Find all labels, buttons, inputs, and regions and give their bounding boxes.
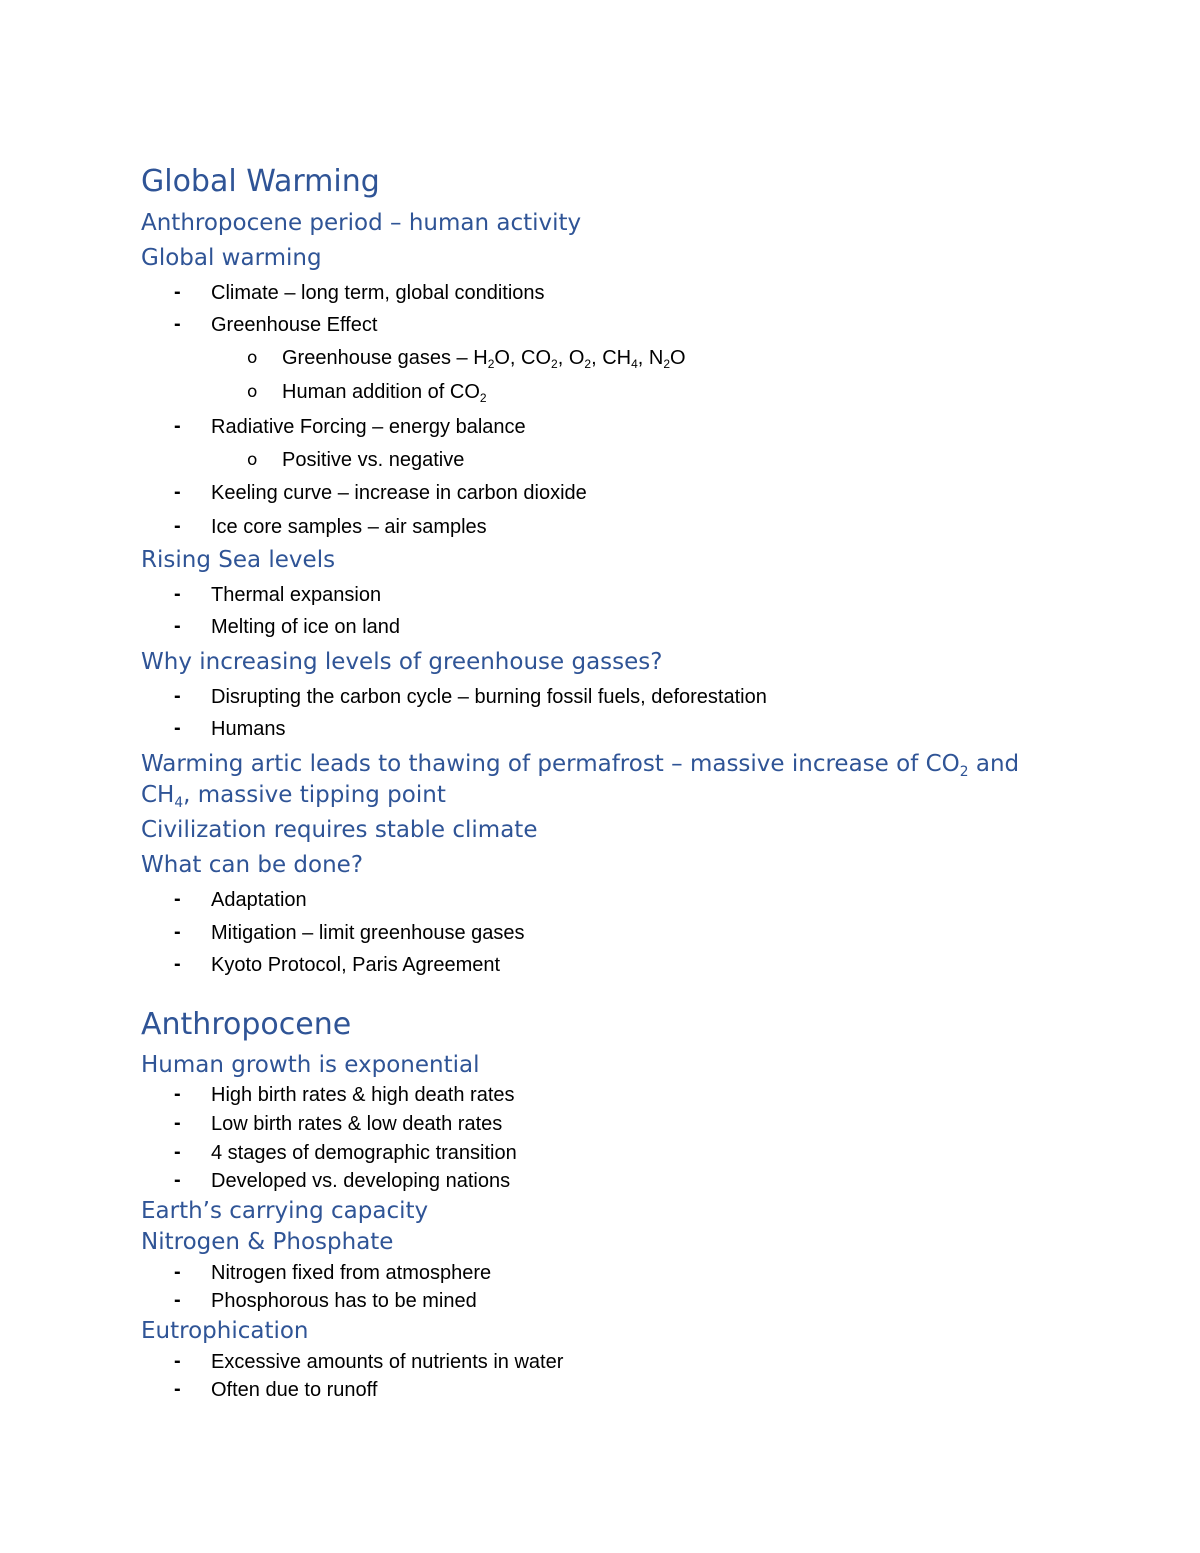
heading-human-growth: Human growth is exponential bbox=[141, 1052, 480, 1078]
list-item-kyoto: Kyoto Protocol, Paris Agreement bbox=[211, 954, 501, 976]
list-item-low-birth-rates: Low birth rates & low death rates bbox=[211, 1113, 503, 1135]
bullet-marker: - bbox=[174, 1289, 181, 1311]
bullet-marker: - bbox=[174, 415, 181, 437]
list-item-greenhouse-gases: Greenhouse gases – $H_2O$, $CO_2$, $O_2$, $CH_4$, $N_2O$ bbox=[282, 347, 686, 372]
section-title-global-warming: Global Warming bbox=[141, 164, 380, 199]
heading-anthropocene-period: Anthropocene period – human activity bbox=[141, 210, 582, 236]
bullet-marker: - bbox=[174, 685, 181, 707]
list-item-humans: Humans bbox=[211, 718, 286, 740]
list-item-excessive-nutrients: Excessive amounts of nutrients in water bbox=[211, 1351, 564, 1373]
list-item-melting-ice: Melting of ice on land bbox=[211, 616, 401, 638]
sub-bullet-marker: o bbox=[247, 382, 258, 402]
list-item-radiative-forcing: Radiative Forcing – energy balance bbox=[211, 416, 526, 438]
bullet-marker: - bbox=[174, 1141, 181, 1163]
sub-bullet-marker: o bbox=[247, 450, 258, 470]
list-item-demographic-stages: 4 stages of demographic transition bbox=[211, 1142, 517, 1164]
list-item-keeling-curve: Keeling curve – increase in carbon dioxide bbox=[211, 482, 587, 504]
list-item-mitigation: Mitigation – limit greenhouse gases bbox=[211, 922, 525, 944]
heading-civilization: Civilization requires stable climate bbox=[141, 817, 538, 843]
list-item-climate: Climate – long term, global conditions bbox=[211, 282, 545, 304]
list-item-adaptation: Adaptation bbox=[211, 889, 307, 911]
section-title-anthropocene: Anthropocene bbox=[141, 1007, 352, 1042]
bullet-marker: - bbox=[174, 313, 181, 335]
heading-eutrophication: Eutrophication bbox=[141, 1318, 309, 1344]
list-item-phosphorous-mined: Phosphorous has to be mined bbox=[211, 1290, 477, 1312]
bullet-marker: - bbox=[174, 615, 181, 637]
list-item-developed-nations: Developed vs. developing nations bbox=[211, 1170, 511, 1192]
bullet-marker: - bbox=[174, 481, 181, 503]
heading-carrying-capacity: Earth’s carrying capacity bbox=[141, 1198, 429, 1224]
list-item-greenhouse-effect: Greenhouse Effect bbox=[211, 314, 378, 336]
heading-warming-arctic-line1: Warming artic leads to thawing of permafrost – massive increase of $CO_2$ and bbox=[141, 751, 1020, 780]
list-item-positive-negative: Positive vs. negative bbox=[282, 449, 465, 471]
heading-warming-arctic-line2: $CH_4$, massive tipping point bbox=[141, 782, 446, 811]
heading-why-increasing: Why increasing levels of greenhouse gasses? bbox=[141, 649, 663, 675]
heading-nitrogen-phosphate: Nitrogen & Phosphate bbox=[141, 1229, 394, 1255]
heading-what-can-be-done: What can be done? bbox=[141, 852, 364, 878]
bullet-marker: - bbox=[174, 515, 181, 537]
bullet-marker: - bbox=[174, 1112, 181, 1134]
bullet-marker: - bbox=[174, 953, 181, 975]
list-item-ice-core: Ice core samples – air samples bbox=[211, 516, 487, 538]
list-item-nitrogen-fixed: Nitrogen fixed from atmosphere bbox=[211, 1262, 492, 1284]
sub-bullet-marker: o bbox=[247, 348, 258, 368]
heading-global-warming: Global warming bbox=[141, 245, 322, 271]
bullet-marker: - bbox=[174, 1378, 181, 1400]
bullet-marker: - bbox=[174, 1261, 181, 1283]
list-item-disrupting-carbon-cycle: Disrupting the carbon cycle – burning fossil fuels, deforestation bbox=[211, 686, 767, 708]
bullet-marker: - bbox=[174, 1350, 181, 1372]
bullet-marker: - bbox=[174, 281, 181, 303]
list-item-human-addition: Human addition of $CO_2$ bbox=[282, 381, 487, 406]
bullet-marker: - bbox=[174, 888, 181, 910]
bullet-marker: - bbox=[174, 717, 181, 739]
list-item-thermal-expansion: Thermal expansion bbox=[211, 584, 382, 606]
bullet-marker: - bbox=[174, 1083, 181, 1105]
bullet-marker: - bbox=[174, 921, 181, 943]
bullet-marker: - bbox=[174, 1169, 181, 1191]
heading-rising-sea-levels: Rising Sea levels bbox=[141, 547, 336, 573]
list-item-high-birth-rates: High birth rates & high death rates bbox=[211, 1084, 515, 1106]
list-item-runoff: Often due to runoff bbox=[211, 1379, 378, 1401]
bullet-marker: - bbox=[174, 583, 181, 605]
